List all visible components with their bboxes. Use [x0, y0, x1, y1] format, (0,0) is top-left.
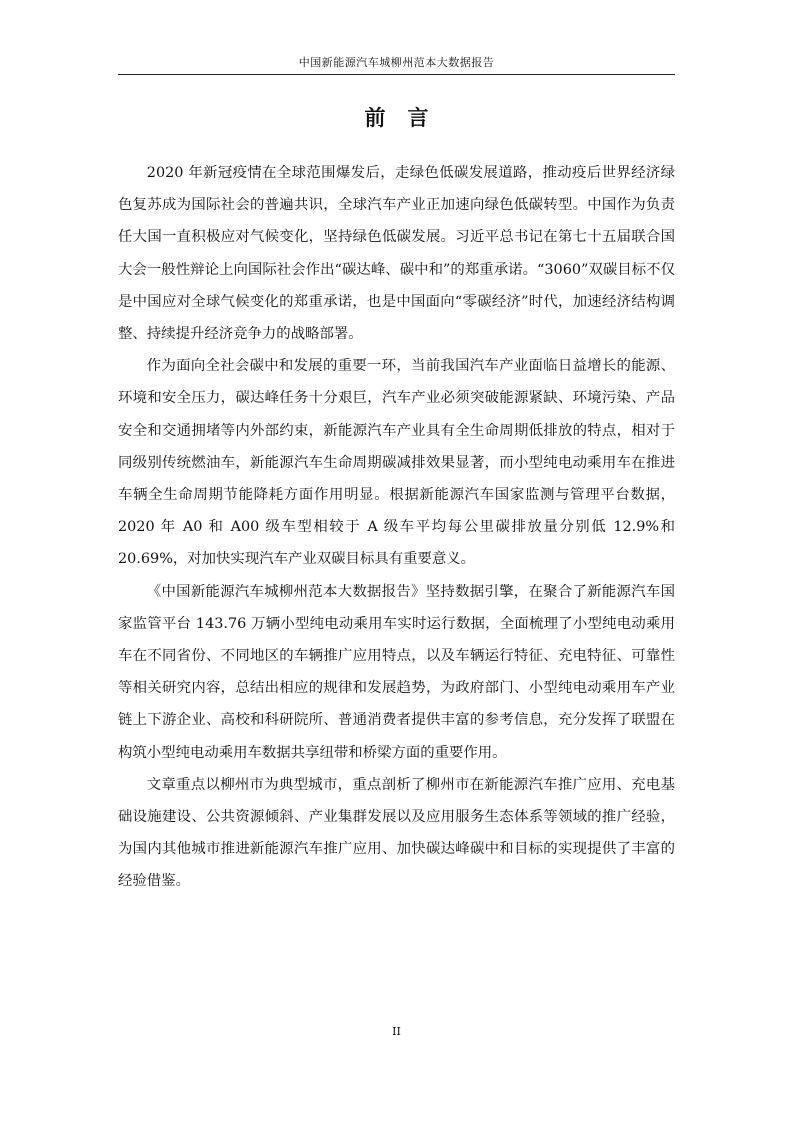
page-title: 前言: [364, 106, 451, 130]
preface-body: [118, 157, 675, 898]
paragraph-1: 2020 年新冠疫情在全球范围爆发后，走绿色低碳发展道路，推动疫后世界经济绿色复苏成为国际社会的普遍共识，全球汽车产业正加速向绿色低碳转型。中国作为负责任大国一直积极应对气候变化，坚持绿色低碳发展。习近平总书记在第七十五届联合国大会一般性辩论上向国际社会作出“碳达峰、碳中和”的郑重承诺。“3060”双碳目标不仅是中国应对全球气候变化的郑重承诺，也是中国面向“零碳经济”时代，加速经济结构调整、持续提升经济竞争力的战略部署。: [118, 165, 675, 343]
paragraph-3: 《中国新能源汽车城柳州范本大数据报告》坚持数据引擎，在聚合了新能源汽车国家监管平台 143.76 万辆小型纯电动乘用车实时运行数据，全面梳理了小型纯电动乘用车在不同省份、不同地区的车辆推广应用特点，以及车辆运行特征、充电特征、可靠性等相关研究内容，总结出相应的规律和发展趋势，为政府部门、小型纯电动乘用车产业链上下游企业、高校和科研院所、普通消费者提供丰富的参考信息，充分发挥了联盟在构筑小型纯电动乘用车数据共享纽带和桥梁方面的重要作用。: [118, 583, 675, 761]
paragraph-2: 作为面向全社会碳中和发展的重要一环，当前我国汽车产业面临日益增长的能源、环境和安全压力，碳达峰任务十分艰巨，汽车产业必须突破能源紧缺、环境污染、产品安全和交通拥堵等内外部约束，新能源汽车产业具有全生命周期低排放的特点，相对于同级别传统燃油车，新能源汽车生命周期碳减排效果显著，而小型纯电动乘用车在推进车辆全生命周期节能降耗方面作用明显。根据新能源汽车国家监测与管理平台数据，2020 年 A0 和 A00 级车型相较于 A 级车平均每公里碳排放量分别低 12.9%和 20.69%，对加快实现汽车产业双碳目标具有重要意义。: [118, 358, 675, 568]
running-header-title: 中国新能源汽车城柳州范本大数据报告: [298, 56, 495, 69]
page-number: II: [392, 1025, 401, 1038]
paragraph-4: 文章重点以柳州市为典型城市，重点剖析了柳州市在新能源汽车推广应用、充电基础设施建设、公共资源倾斜、产业集群发展以及应用服务生态体系等领域的推广经验，为国内其他城市推进新能源汽车推广应用、加快碳达峰碳中和目标的实现提供了丰富的经验借鉴。: [118, 776, 675, 890]
header-divider: [118, 74, 675, 75]
